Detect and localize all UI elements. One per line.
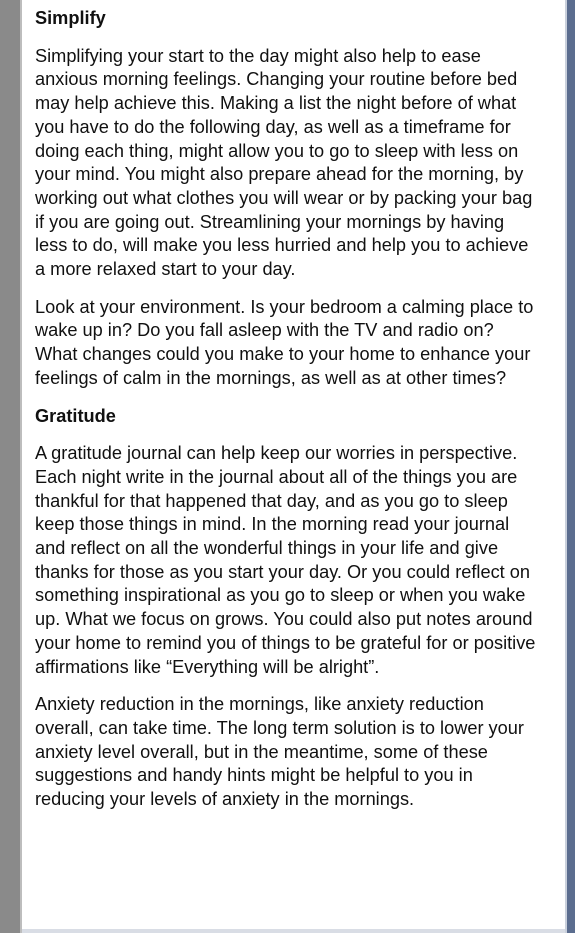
document-content	[35, 7, 540, 826]
right-blue-bar	[567, 0, 575, 933]
left-edge-divider	[20, 0, 22, 933]
paragraph-gratitude-1: A gratitude journal can help keep our worries in perspective. Each night write in the journal about all of the things you are thankful for that happened that day, and as you go to sleep keep those things in mind. In the morning read your journal and reflect on all the wonderful things in your life and give thanks for those as you start your day. Or you could reflect on something inspirational as you go to sleep or when you wake up. What we focus on grows. You could also put notes around your home to remind you of things to be grateful for or positive affirmations like “Everything will be alright”.	[35, 443, 536, 677]
bottom-edge-bar	[22, 929, 565, 933]
paragraph-simplify-1: Simplifying your start to the day might also help to ease anxious morning feelings. Changing your routine before bed may help achieve this. Making a list the night before of what you have to do the following day, as well as a timeframe for doing each thing, might allow you to go to sleep with less on your mind. You might also prepare ahead for the morning, by working out what clothes you will wear or by packing your bag if you are going out. Streamlining your mornings by having less to do, will make you less hurried and help you to achieve a more relaxed start to your day.	[35, 45, 533, 280]
right-edge-divider	[565, 0, 567, 933]
section-heading-gratitude: Gratitude	[35, 405, 116, 426]
left-gray-bar	[0, 0, 20, 933]
paragraph-gratitude-2: Anxiety reduction in the mornings, like anxiety reduction overall, can take time. The long term solution is to lower your anxiety level overall, but in the meantime, some of these suggestions and handy hints might be helpful to you in reducing your levels of anxiety in the mornings.	[35, 694, 524, 810]
paragraph-simplify-2: Look at your environment. Is your bedroom a calming place to wake up in? Do you fall asleep with the TV and radio on? What changes could you make to your home to enhance your feelings of calm in the mornings, as well as at other times?	[35, 296, 534, 388]
section-heading-simplify: Simplify	[35, 8, 106, 28]
